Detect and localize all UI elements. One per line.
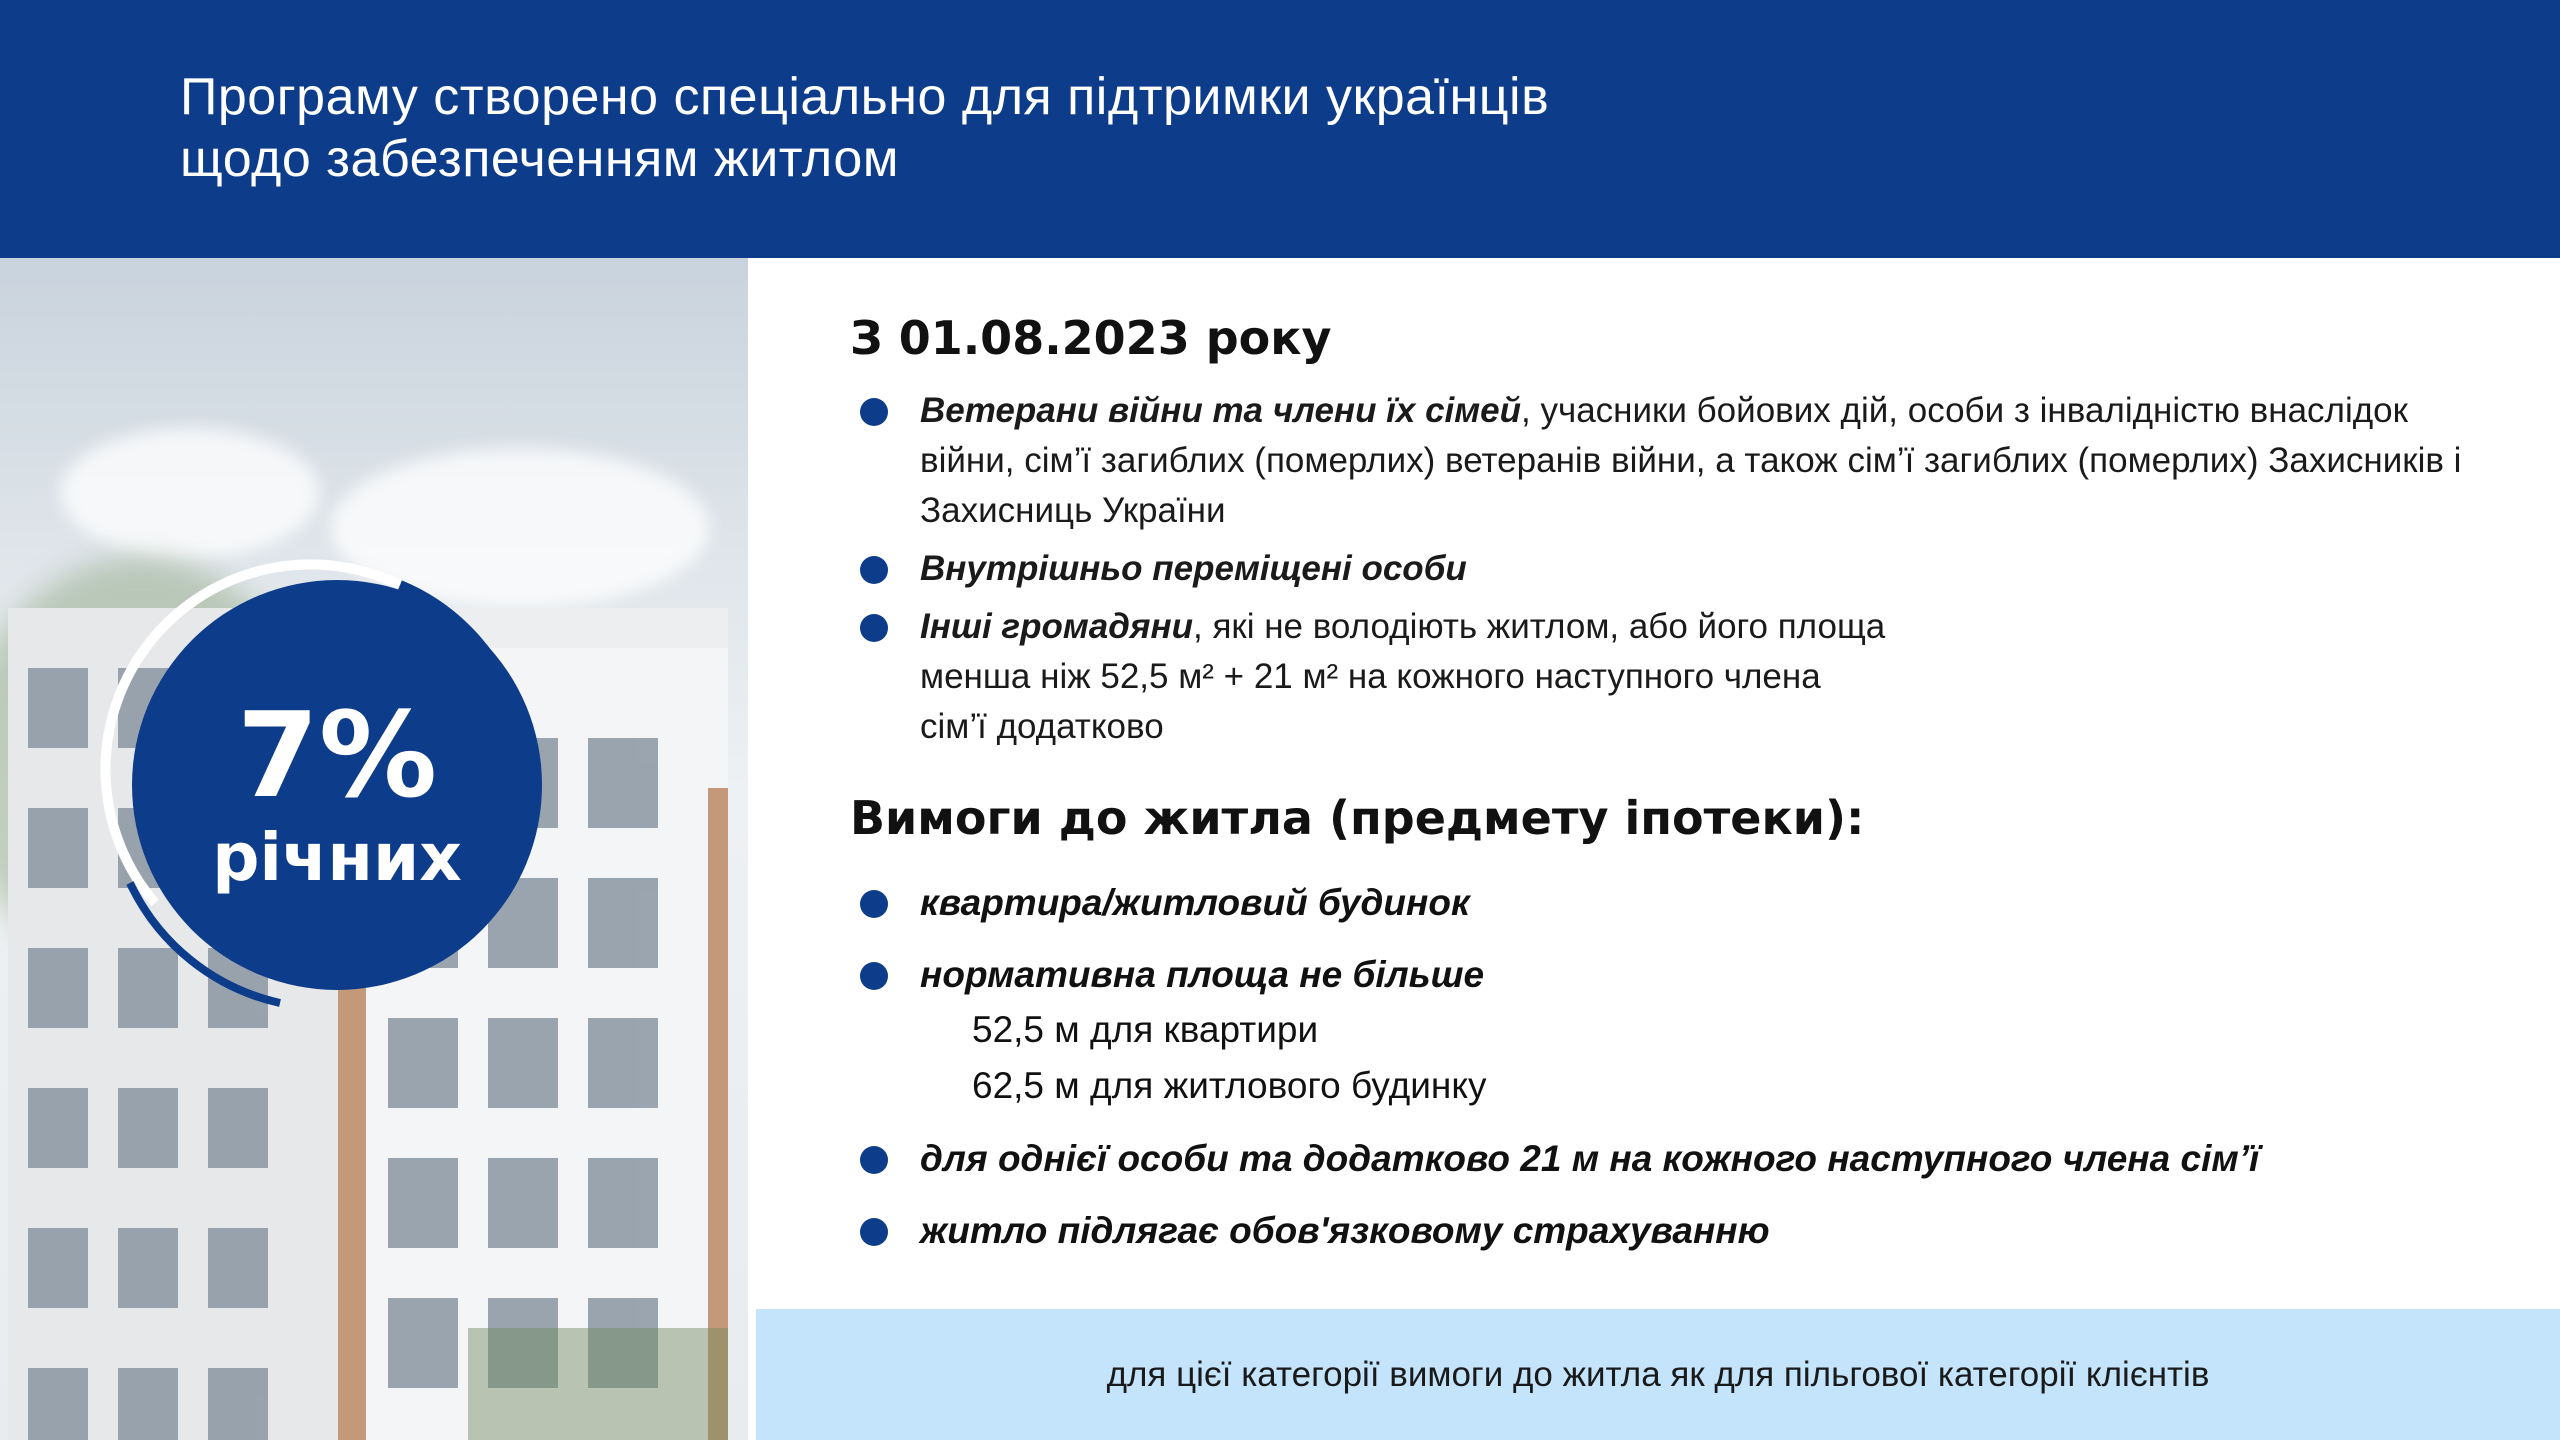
category-note	[756, 1309, 2560, 1440]
list-item-text: менша ніж 52,5 м² + 21 м² на кожного наступного члена	[920, 657, 1821, 696]
list-item-text: житло підлягає обов'язковому страхуванню	[920, 1210, 1770, 1251]
list-item	[860, 1204, 2500, 1258]
header-banner	[0, 0, 2560, 258]
cloud-shape	[60, 428, 320, 558]
list-item-subtext: 62,5 м для житлового будинку	[972, 1065, 1487, 1106]
list-item-bold: Ветерани війни та члени їх сімей	[920, 391, 1522, 430]
bullet-icon	[860, 1146, 888, 1174]
header-title	[180, 66, 2380, 190]
bullet-icon	[860, 962, 888, 990]
bullet-icon	[860, 398, 888, 426]
list-item-text: , учасники бойових дій, особи з інвалідністю внаслідок війни, сім’ї загиблих (померлих) ветеранів війни, а також сім’ї загиблих (померлих) Захисників і Захисниць України	[920, 391, 2462, 530]
list-item-text: сім’ї додатково	[920, 707, 1164, 746]
list-item-text: квартира/житловий будинок	[920, 882, 1470, 923]
list-item-text: , які не володіють житлом, або його площа	[1193, 607, 1886, 646]
list-item-text: нормативна площа не більше	[920, 954, 1485, 995]
list-item	[860, 602, 2500, 752]
eligibility-list	[860, 386, 2500, 760]
list-item	[860, 544, 2500, 594]
list-item-text: для однієї особи та додатково 21 м на кожного наступного члена сім’ї	[920, 1138, 2260, 1179]
eligibility-title: З 01.08.2023 року	[850, 311, 1332, 365]
header-title-line-2: щодо забезпеченням житлом	[180, 130, 900, 188]
list-item	[860, 1132, 2500, 1186]
bullet-icon	[860, 890, 888, 918]
header-title-line-1: Програму створено спеціально для підтримки українців	[180, 68, 1550, 126]
requirements-list	[860, 876, 2500, 1276]
rate-label: річних	[212, 819, 462, 896]
list-item	[860, 948, 2500, 1114]
bullet-icon	[860, 614, 888, 642]
list-item-bold: Інші громадяни	[920, 607, 1193, 646]
list-item	[860, 386, 2500, 536]
bullet-icon	[860, 556, 888, 584]
requirements-title: Вимоги до житла (предмету іпотеки):	[850, 791, 1865, 845]
list-item-subtext: 52,5 м для квартири	[972, 1009, 1319, 1050]
rate-percent: 7%	[236, 686, 438, 824]
list-item-bold: Внутрішньо переміщені особи	[920, 549, 1467, 588]
category-note-text: для цієї категорії вимоги до житла як для пільгової категорії клієнтів	[1106, 1354, 2210, 1394]
list-item	[860, 876, 2500, 930]
bullet-icon	[860, 1218, 888, 1246]
